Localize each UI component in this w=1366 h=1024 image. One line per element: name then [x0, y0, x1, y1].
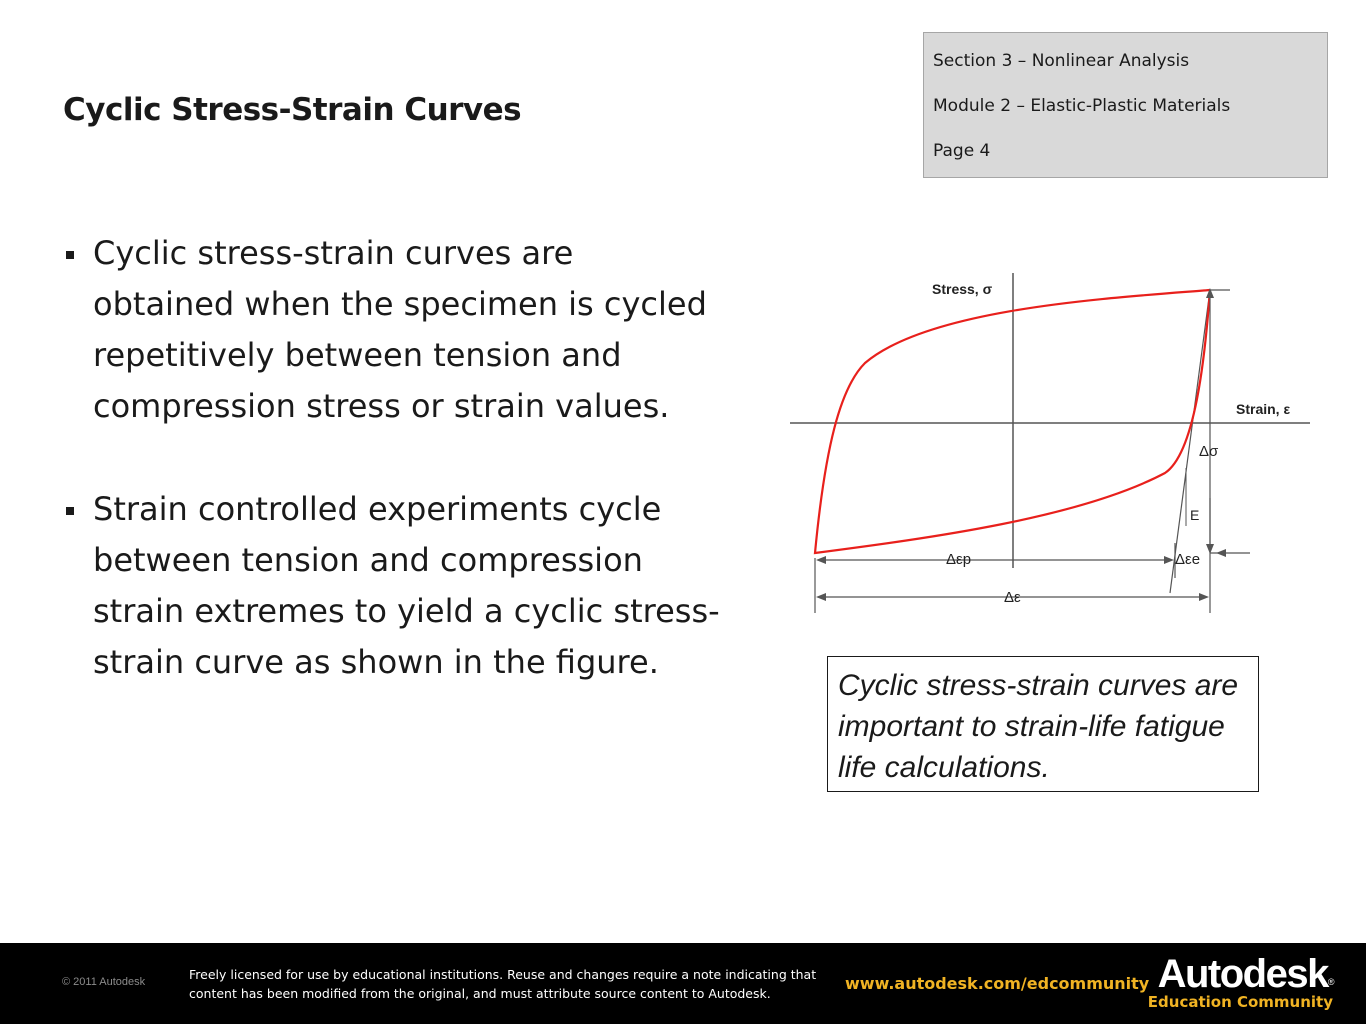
section-label: Section 3 – Nonlinear Analysis [933, 51, 1190, 71]
page-label: Page 4 [933, 141, 991, 161]
brand-wordmark [1148, 953, 1333, 995]
delta-eps-e-label: Δεe [1175, 551, 1201, 568]
arrow-head-icon [816, 556, 826, 564]
module-label: Module 2 – Elastic-Plastic Materials [933, 96, 1231, 116]
license-text: Freely licensed for use by educational institutions. Reuse and changes require a note indicating that content has been modified from the original, and must attribute source content to Autodesk. [189, 967, 817, 1001]
delta-eps-p-label: Δεp [946, 551, 972, 568]
bullet-item [63, 228, 723, 432]
strain-axis-label: Strain, ε [1236, 401, 1291, 417]
delta-eps-label: Δε [1004, 589, 1021, 606]
arrow-head-icon [1164, 556, 1174, 564]
bullet-list [63, 228, 723, 740]
footer-bar [0, 943, 1366, 1024]
delta-sigma-label: Δσ [1199, 443, 1219, 460]
registered-mark: ® [1327, 977, 1333, 987]
modulus-label: E [1190, 507, 1200, 523]
arrow-head-icon [1216, 549, 1226, 557]
bullet-text: Cyclic stress-strain curves are obtained when the specimen is cycled repetitively between tension and compression stress or strain values. [93, 234, 707, 425]
hysteresis-diagram [780, 268, 1320, 628]
stress-axis-label: Stress, σ [932, 281, 993, 297]
brand-name-text: Autodesk [1157, 952, 1328, 996]
copyright-text: © 2011 Autodesk [62, 976, 146, 988]
hysteresis-figure [780, 268, 1320, 628]
bullet-item [63, 484, 723, 688]
brand-subtitle: Education Community [1147, 993, 1333, 1011]
bullet-square-icon [66, 507, 74, 515]
autodesk-logo [1148, 953, 1333, 1011]
slide-title: Cyclic Stress-Strain Curves [63, 92, 522, 128]
modulus-line [1170, 290, 1210, 593]
bullet-text: Strain controlled experiments cycle between tension and compression strain extremes to yield a cyclic stress-strain curve as shown in the figure. [93, 490, 720, 681]
section-info-box [923, 32, 1328, 178]
arrow-head-icon [816, 593, 826, 601]
edcommunity-link[interactable]: www.autodesk.com/edcommunity [845, 974, 1150, 993]
bullet-square-icon [66, 251, 74, 259]
arrow-head-icon [1199, 593, 1209, 601]
figure-caption: Cyclic stress-strain curves are important to strain-life fatigue life calculations. [827, 656, 1259, 792]
